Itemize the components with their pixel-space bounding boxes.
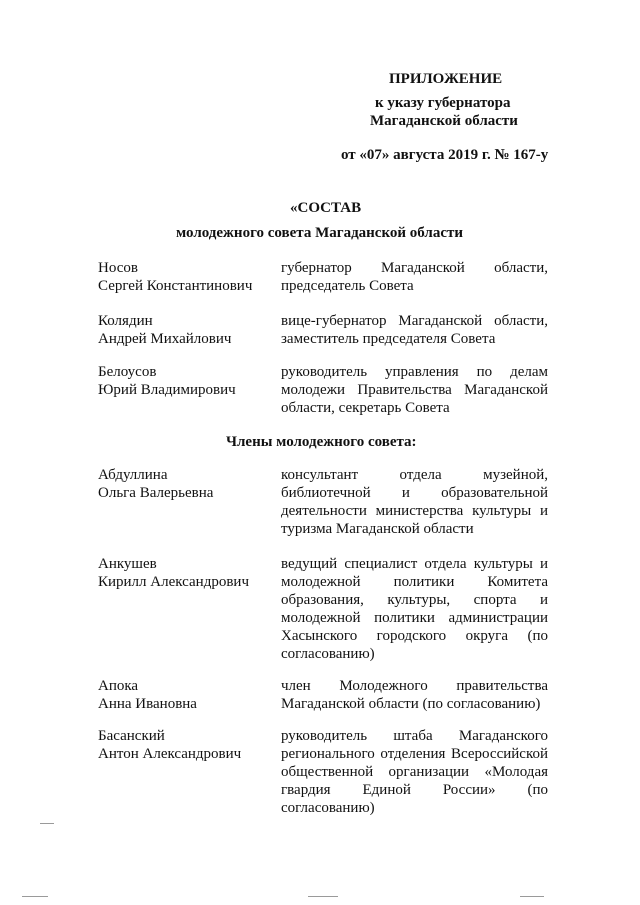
given-names: Сергей Константинович bbox=[98, 278, 253, 294]
scan-mark bbox=[308, 896, 338, 897]
surname: Анкушев bbox=[98, 556, 157, 572]
appendix-label: ПРИЛОЖЕНИЕ bbox=[389, 71, 503, 87]
scan-mark bbox=[40, 823, 54, 824]
member-role: ведущий специалист отдела культуры и молодежной политики Комитета образования, культуры, спорта и молодежной политики администрации Хасынского городского округа (по согласованию) bbox=[281, 556, 548, 662]
decree-date: от «07» августа 2019 г. № 167-у bbox=[341, 147, 549, 163]
given-names: Юрий Владимирович bbox=[98, 382, 236, 398]
member-name bbox=[98, 555, 273, 591]
given-names: Ольга Валерьевна bbox=[98, 485, 214, 501]
leader-name bbox=[98, 363, 273, 399]
member-role: член Молодежного правительства Магаданской области (по согласованию) bbox=[281, 678, 548, 712]
given-names: Антон Александрович bbox=[98, 746, 242, 762]
surname: Апока bbox=[98, 678, 139, 694]
decree-reference: к указу губернатора bbox=[375, 95, 511, 111]
scan-mark bbox=[520, 896, 544, 897]
members-heading: Члены молодежного совета: bbox=[226, 434, 417, 450]
given-names: Андрей Михайлович bbox=[98, 331, 232, 347]
surname: Белоусов bbox=[98, 364, 157, 380]
member-name bbox=[98, 677, 273, 713]
scan-mark bbox=[22, 896, 48, 897]
surname: Колядин bbox=[98, 313, 153, 329]
document-title: «СОСТАВ bbox=[290, 200, 362, 216]
leader-role: вице-губернатор Магаданской области, заместитель председателя Совета bbox=[281, 313, 548, 347]
leader-role: губернатор Магаданской области, председатель Совета bbox=[281, 260, 548, 294]
member-role: руководитель штаба Магаданского регионального отделения Всероссийской общественной организации «Молодая гвардия Единой России» (по согласованию) bbox=[281, 728, 548, 816]
member-role: консультант отдела музейной, библиотечной и образовательной деятельности министерства культуры и туризма Магаданской области bbox=[281, 467, 548, 537]
leader-name bbox=[98, 312, 273, 348]
member-name bbox=[98, 727, 273, 763]
given-names: Анна Ивановна bbox=[98, 696, 197, 712]
surname: Носов bbox=[98, 260, 138, 276]
leader-name bbox=[98, 259, 273, 295]
decree-region: Магаданской области bbox=[370, 113, 518, 129]
given-names: Кирилл Александрович bbox=[98, 574, 249, 590]
surname: Басанский bbox=[98, 728, 165, 744]
leader-role: руководитель управления по делам молодежи Правительства Магаданской области, секретарь Совета bbox=[281, 364, 548, 416]
surname: Абдуллина bbox=[98, 467, 168, 483]
member-name bbox=[98, 466, 273, 502]
document-subtitle: молодежного совета Магаданской области bbox=[176, 225, 464, 241]
